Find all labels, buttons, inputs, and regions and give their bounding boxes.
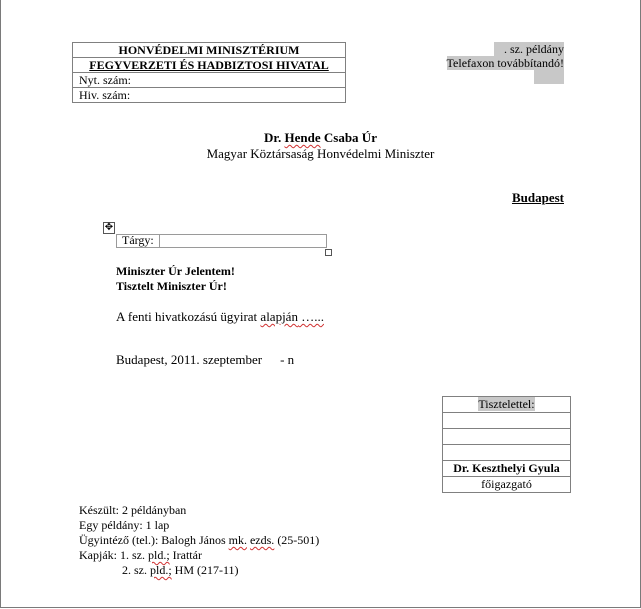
body-text-squiggle: alapján	[260, 309, 298, 324]
nyt-number-row	[73, 72, 345, 87]
signature-greeting-cell	[443, 397, 570, 412]
nyt-number-label: Nyt. szám:	[79, 73, 131, 87]
signature-table	[442, 396, 571, 493]
date-line	[116, 352, 294, 367]
salutation-line-2: Tisztelt Miniszter Úr!	[116, 279, 227, 293]
officer-rank: ezds.	[249, 533, 275, 547]
hiv-number-label: Hiv. szám:	[79, 88, 131, 102]
hiv-number-row	[73, 87, 345, 102]
office-name-text: FEGYVERZETI ÉS HADBIZTOSI HIVATAL	[89, 58, 329, 72]
copy-info-block	[431, 42, 564, 84]
footer-recipients-1	[79, 548, 202, 562]
date-suffix: - n	[280, 352, 295, 367]
footer-made: Készült: 2 példányban	[79, 503, 187, 517]
addressee-name-prefix: Dr.	[264, 130, 285, 145]
signature-blank-cell-3	[443, 444, 570, 460]
table-move-handle-icon[interactable]: ✥	[104, 222, 114, 233]
ministry-header-table	[72, 42, 346, 103]
recipients-indent: 2. sz.	[122, 563, 150, 577]
officer-phone: (25-501)	[274, 533, 320, 547]
recipient-1: Irattár	[169, 548, 202, 562]
addressee-name-suffix: Csaba Úr	[320, 130, 377, 145]
footer-officer	[79, 533, 319, 547]
subject-label: Tárgy:	[122, 233, 154, 247]
copy-number-row	[431, 42, 564, 56]
recipient-1-pld: pld.;	[147, 548, 170, 562]
signature-blank-cell-2	[443, 428, 570, 444]
salutation-line-1: Miniszter Úr Jelentem!	[116, 264, 235, 278]
signatory-name: Dr. Keszthelyi Gyula	[443, 460, 570, 476]
addressee-title: Magyar Köztársaság Honvédelmi Miniszter	[206, 146, 435, 161]
addressee-city: Budapest	[511, 190, 564, 205]
recipients-label: Kapják: 1. sz.	[79, 548, 148, 562]
footer-one-copy: Egy példány: 1 lap	[79, 518, 170, 532]
copy-number-label: . sz. példány	[494, 42, 564, 56]
fax-note: Telefaxon továbbítandó!	[446, 56, 564, 70]
recipient-2: HM (217-11)	[171, 563, 239, 577]
signature-blank-cell-1	[443, 412, 570, 428]
fax-note-row	[431, 56, 564, 70]
office-name	[73, 57, 345, 72]
officer-mk: mk.	[228, 533, 247, 547]
subject-box[interactable]	[116, 234, 327, 248]
recipient-2-pld: pld.;	[150, 563, 172, 577]
date-prefix: Budapest, 2011. szeptember	[116, 352, 263, 367]
copy-blank-row	[431, 70, 564, 84]
body-text-end: …...	[297, 309, 324, 324]
footer-recipients-2	[122, 563, 239, 577]
signature-greeting: Tisztelettel:	[478, 397, 535, 411]
ministry-name: HONVÉDELMI MINISZTÉRIUM	[118, 43, 300, 57]
body-text	[116, 309, 324, 324]
signatory-title: főigazgató	[443, 476, 570, 492]
subject-divider	[159, 235, 160, 247]
table-resize-handle[interactable]	[325, 249, 332, 256]
body-text-start: A fenti hivatkozású ügyirat	[116, 309, 261, 324]
officer-prefix: Ügyintéző (tel.): Balogh János	[79, 533, 229, 547]
addressee-surname: Hende	[284, 130, 321, 145]
blank-shaded-cell	[534, 70, 564, 84]
addressee-name	[1, 130, 640, 145]
